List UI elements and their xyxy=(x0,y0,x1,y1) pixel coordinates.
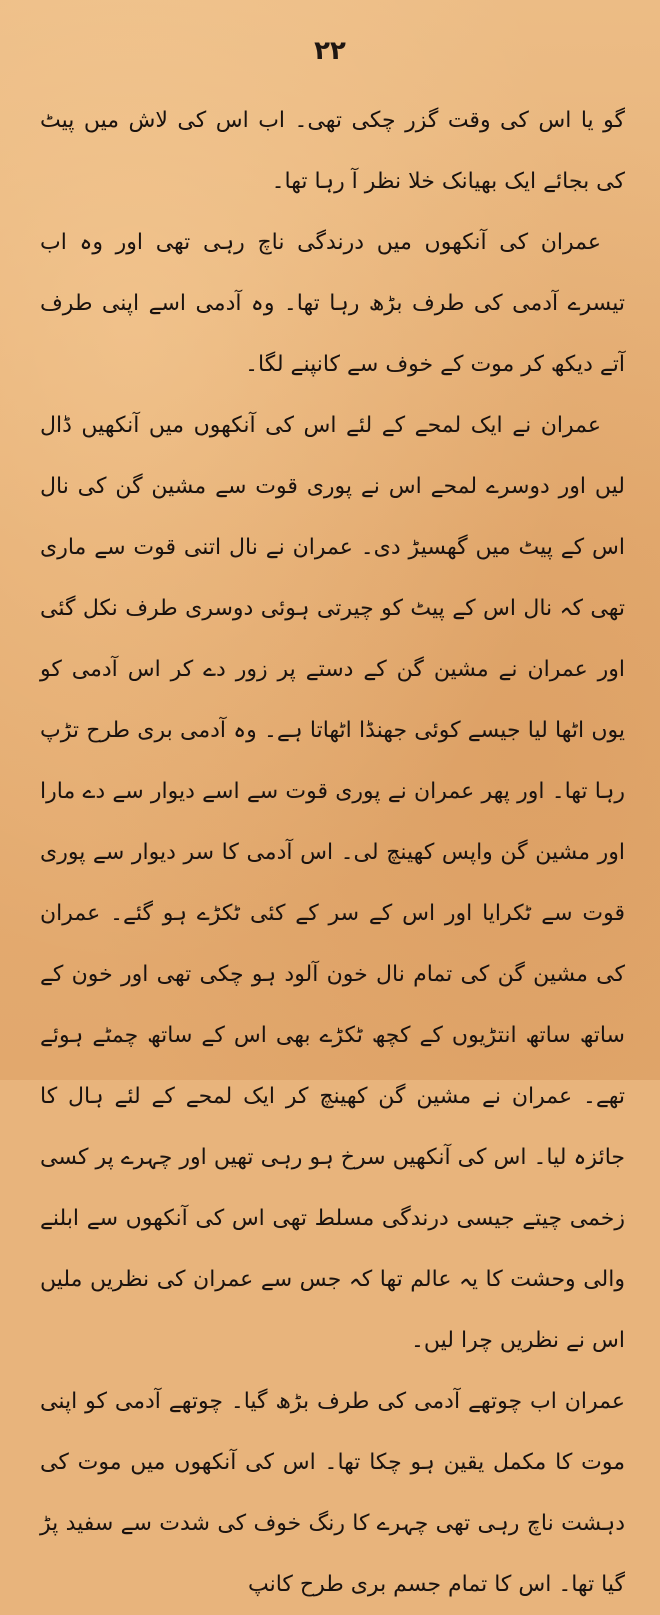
page-body-text xyxy=(40,90,625,1615)
page-number: ۲۲ xyxy=(314,36,346,66)
paragraph-1: گو یا اس کی وقت گزر چکی تھی۔ اب اس کی لاش میں پیٹ کی بجائے ایک بھیانک خلا نظر آ رہا تھا۔ xyxy=(40,108,625,194)
paragraph-4: عمران اب چوتھے آدمی کی طرف بڑھ گیا۔ چوتھے آدمی کو اپنی موت کا مکمل یقین ہو چکا تھا۔ اس کی آنکھوں میں موت کی دہشت ناچ رہی تھی چہرے کا رنگ خوف کی شدت سے سفید پڑ گیا تھا۔ اس کا تمام جسم بری طرح کانپ xyxy=(40,1389,625,1597)
paragraph-3: عمران نے ایک لمحے کے لئے اس کی آنکھوں میں آنکھیں ڈال لیں اور دوسرے لمحے اس نے پوری قوت سے مشین گن کی نال اس کے پیٹ میں گھسیڑ دی۔ عمران نے نال اتنی قوت سے ماری تھی کہ نال اس کے پیٹ کو چیرتی ہوئی دوسری طرف نکل گئی اور عمران نے مشین گن کے دستے پر زور دے کر اس آدمی کو یوں اٹھا لیا جیسے کوئی جھنڈا اٹھاتا ہے۔ وہ آدمی بری طرح تڑپ رہا تھا۔ اور پھر عمران نے پوری قوت سے اسے دیوار سے دے مارا اور مشین گن واپس کھینچ لی۔ اس آدمی کا سر دیوار سے پوری قوت سے ٹکرایا اور اس کے سر کے کئی ٹکڑے ہو گئے۔ عمران کی مشین گن کی تمام نال خون آلود ہو چکی تھی اور خون کے ساتھ ساتھ انتڑیوں کے کچھ ٹکڑے بھی اس کے ساتھ چمٹے ہوئے تھے۔ عمران نے مشین گن کھینچ کر ایک لمحے کے لئے ہال کا جائزہ لیا۔ اس کی آنکھیں سرخ ہو رہی تھیں اور چہرے پر کسی زخمی چیتے جیسی درندگی مسلط تھی اس کی آنکھوں سے ابلنے والی وحشت کا یہ عالم تھا کہ جس سے عمران کی نظریں ملیں اس نے نظریں چرا لیں۔ xyxy=(40,413,625,1353)
paragraph-2: عمران کی آنکھوں میں درندگی ناچ رہی تھی اور وہ اب تیسرے آدمی کی طرف بڑھ رہا تھا۔ وہ آدمی اسے اپنی طرف آتے دیکھ کر موت کے خوف سے کانپنے لگا۔ xyxy=(40,230,625,377)
